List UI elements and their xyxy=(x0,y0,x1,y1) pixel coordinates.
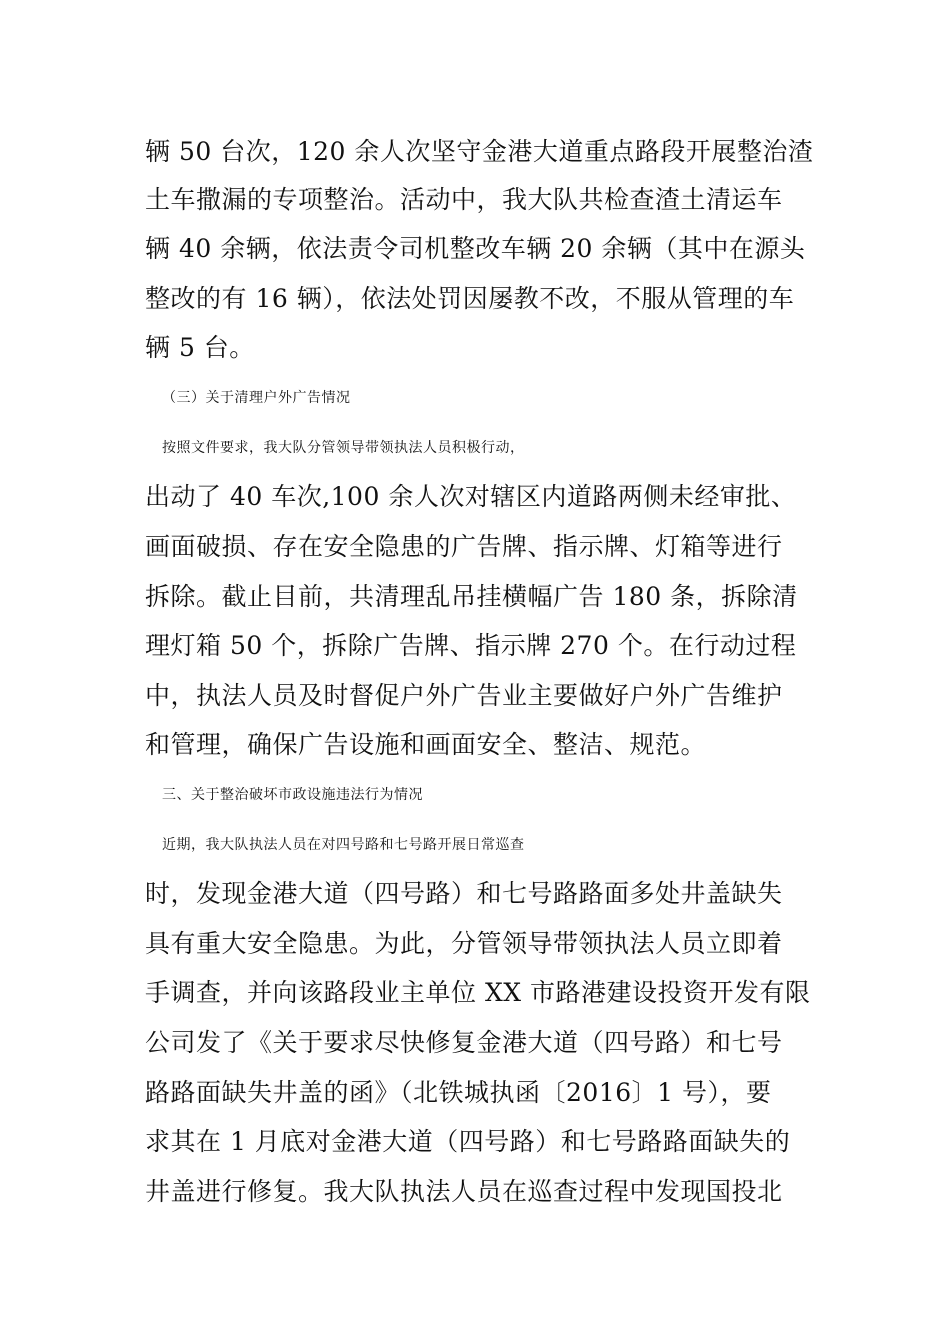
paragraph-line: 井盖进行修复。我大队执法人员在巡查过程中发现国投北 xyxy=(145,1177,783,1206)
paragraph-line: 画面破损、存在安全隐患的广告牌、指示牌、灯箱等进行 xyxy=(145,532,783,561)
paragraph-line: 中，执法人员及时督促户外广告业主要做好户外广告维护 xyxy=(145,681,783,710)
paragraph-line: 具有重大安全隐患。为此，分管领导带领执法人员立即着 xyxy=(145,929,783,958)
section-heading: （三）关于清理户外广告情况 xyxy=(162,390,351,406)
paragraph-line: 整改的有 16 辆），依法处罚因屡教不改，不服从管理的车 xyxy=(145,284,795,313)
paragraph-line: 求其在 1 月底对金港大道（四号路）和七号路路面缺失的 xyxy=(145,1127,791,1156)
paragraph-line: 按照文件要求，我大队分管领导带领执法人员积极行动， xyxy=(162,440,525,456)
section-heading: 三、关于整治破坏市政设施违法行为情况 xyxy=(162,787,423,803)
paragraph-line: 手调查，并向该路段业主单位 XX 市路港建设投资开发有限 xyxy=(145,978,811,1007)
paragraph-line: 和管理，确保广告设施和画面安全、整洁、规范。 xyxy=(145,730,707,759)
paragraph-line: 路路面缺失井盖的函》（北铁城执函〔2016〕1 号），要 xyxy=(145,1078,772,1107)
paragraph-line: 辆 40 余辆，依法责令司机整改车辆 20 余辆（其中在源头 xyxy=(145,234,806,263)
paragraph-line: 公司发了《关于要求尽快修复金港大道（四号路）和七号 xyxy=(145,1028,783,1057)
paragraph-line: 时，发现金港大道（四号路）和七号路路面多处井盖缺失 xyxy=(145,879,783,908)
paragraph-line: 土车撒漏的专项整治。活动中，我大队共检查渣土清运车 xyxy=(145,185,783,214)
paragraph-line: 近期，我大队执法人员在对四号路和七号路开展日常巡查 xyxy=(162,837,525,853)
paragraph-line: 理灯箱 50 个，拆除广告牌、指示牌 270 个。在行动过程 xyxy=(145,631,797,660)
paragraph-line: 拆除。截止目前，共清理乱吊挂横幅广告 180 条，拆除清 xyxy=(145,582,798,611)
paragraph-line: 出动了 40 车次,100 余人次对辖区内道路两侧未经审批、 xyxy=(145,482,797,511)
paragraph-line: 辆 50 台次，120 余人次坚守金港大道重点路段开展整治渣 xyxy=(145,137,814,166)
paragraph-line: 辆 5 台。 xyxy=(145,333,255,362)
